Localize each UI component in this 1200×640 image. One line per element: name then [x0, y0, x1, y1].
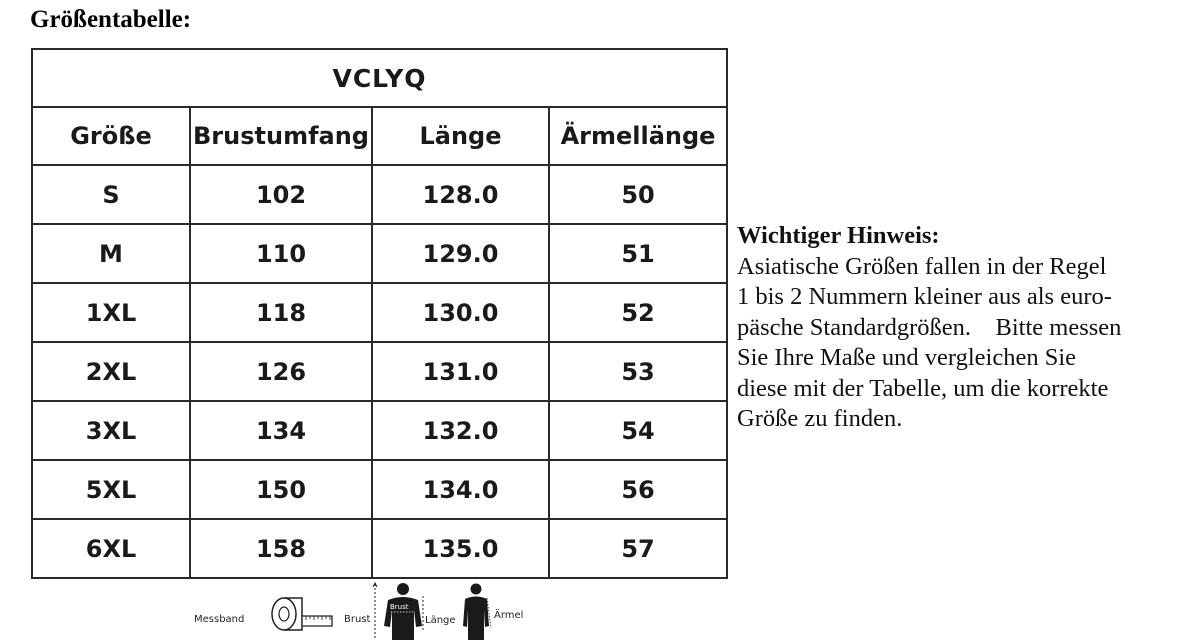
header-row — [32, 107, 727, 165]
header-size: Größe — [32, 107, 190, 165]
cell-size: 6XL — [32, 519, 190, 578]
table-row — [32, 460, 727, 519]
table-row — [32, 519, 727, 578]
cell-sleeve: 53 — [549, 342, 727, 401]
cell-chest: 134 — [190, 401, 372, 460]
header-length: Länge — [372, 107, 549, 165]
measurement-legend — [0, 580, 1200, 640]
brand-name: VCLYQ — [32, 49, 727, 107]
cell-length: 128.0 — [372, 165, 549, 224]
header-sleeve: Ärmellänge — [549, 107, 727, 165]
length-dotted-line-icon — [420, 594, 426, 634]
note-title: Wichtiger Hinweis: — [737, 222, 940, 249]
cell-size: 3XL — [32, 401, 190, 460]
cell-length: 135.0 — [372, 519, 549, 578]
note-line: 1 bis 2 Nummern kleiner aus als euro- — [737, 283, 1112, 310]
cell-length: 130.0 — [372, 283, 549, 342]
length-arrow-icon — [372, 582, 378, 640]
chest-figure-text: Brust — [390, 603, 409, 611]
sleeve-label: Ärmel — [494, 610, 524, 621]
cell-sleeve: 52 — [549, 283, 727, 342]
tape-label: Messband — [194, 614, 245, 625]
cell-size: 2XL — [32, 342, 190, 401]
table-row — [32, 283, 727, 342]
table-row — [32, 401, 727, 460]
brand-row — [32, 49, 727, 107]
cell-size: M — [32, 224, 190, 283]
table-row — [32, 165, 727, 224]
sleeve-figure-icon — [460, 582, 492, 640]
cell-sleeve: 51 — [549, 224, 727, 283]
table-row — [32, 224, 727, 283]
cell-sleeve: 50 — [549, 165, 727, 224]
cell-chest: 126 — [190, 342, 372, 401]
cell-sleeve: 57 — [549, 519, 727, 578]
table-row — [32, 342, 727, 401]
cell-size: 1XL — [32, 283, 190, 342]
cell-chest: 150 — [190, 460, 372, 519]
cell-chest: 158 — [190, 519, 372, 578]
cell-chest: 102 — [190, 165, 372, 224]
note-line: päsche Standardgrößen. Bitte messen — [737, 313, 1122, 341]
cell-length: 132.0 — [372, 401, 549, 460]
measuring-tape-icon — [268, 594, 336, 634]
cell-length: 131.0 — [372, 342, 549, 401]
cell-size: 5XL — [32, 460, 190, 519]
important-note — [737, 221, 1197, 435]
cell-sleeve: 56 — [549, 460, 727, 519]
size-table — [31, 48, 728, 579]
chest-label: Brust — [344, 614, 371, 625]
cell-length: 134.0 — [372, 460, 549, 519]
note-line: Sie Ihre Maße und vergleichen Sie — [737, 344, 1077, 371]
note-line: Größe zu finden. — [737, 405, 903, 432]
note-line: Asiatische Größen fallen in der Regel — [737, 252, 1107, 280]
cell-chest: 110 — [190, 224, 372, 283]
cell-length: 129.0 — [372, 224, 549, 283]
header-chest: Brustumfang — [190, 107, 372, 165]
cell-chest: 118 — [190, 283, 372, 342]
note-line: diese mit der Tabelle, um die korrekte — [737, 374, 1109, 402]
page-title: Größentabelle: — [30, 6, 192, 33]
cell-size: S — [32, 165, 190, 224]
length-label: Länge — [425, 615, 456, 626]
cell-sleeve: 54 — [549, 401, 727, 460]
